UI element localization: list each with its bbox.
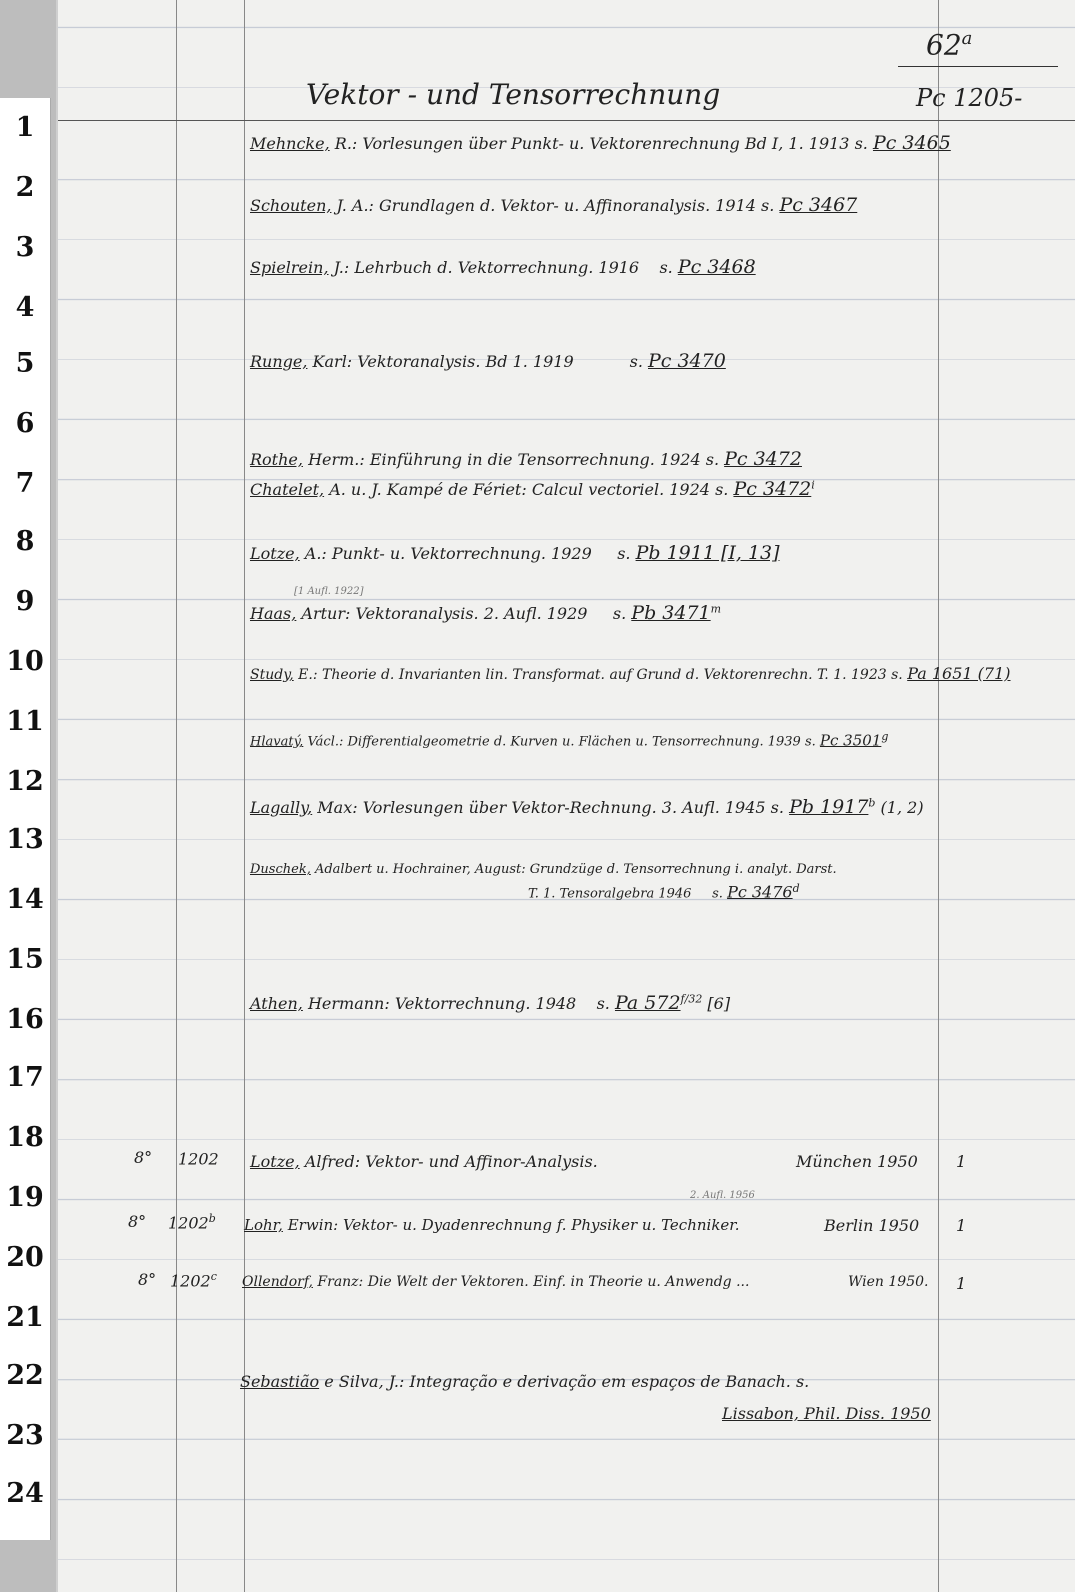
catalog-entry: Chatelet, A. u. J. Kampé de Fériet: Calcul vectoriel. 1924 s. Pc 3472$^i$ (250, 478, 815, 500)
register-entry: Lohr, Erwin: Vektor- u. Dyadenrechnung f. Physiker u. Techniker. (244, 1216, 740, 1234)
line-number: 22 (6, 1360, 44, 1391)
line-number: 24 (6, 1478, 44, 1509)
catalog-entry: Sebastião e Silva, J.: Integração e derivação em espaços de Banach. s. (240, 1372, 810, 1391)
register-entry: Lotze, Alfred: Vektor- und Affinor-Analysis. (250, 1152, 598, 1171)
line-number: 4 (15, 292, 35, 323)
ledger-page (58, 0, 1075, 1592)
line-number: 20 (6, 1242, 44, 1273)
catalog-entry: Schouten, J. A.: Grundlagen d. Vektor- u. Affinoranalysis. 1914 s. Pc 3467 (250, 194, 858, 216)
line-number: 13 (6, 824, 44, 855)
catalog-entry-continuation: T. 1. Tensoralgebra 1946 s. Pc 3476$^d$ (528, 882, 800, 902)
register-entry: Ollendorf, Franz: Die Welt der Vektoren. Einf. in Theorie u. Anwendg ... (242, 1274, 750, 1290)
copies-cell: 1 (956, 1152, 967, 1171)
catalog-entry-continuation: Lissabon, Phil. Diss. 1950 (722, 1404, 931, 1423)
format-cell: 8° (138, 1270, 157, 1289)
line-number: 5 (15, 348, 35, 379)
line-number: 19 (6, 1182, 44, 1213)
catalog-entry: Lotze, A.: Punkt- u. Vektorrechnung. 1929 s. Pb 1911 [I, 13] (250, 542, 780, 564)
shelf-range: Pc 1205- (916, 84, 1023, 112)
page-number-underline (898, 66, 1058, 67)
number-cell: 1202 (178, 1149, 219, 1169)
line-number: 1 (15, 112, 35, 143)
catalog-entry: Runge, Karl: Vektoranalysis. Bd 1. 1919 s. Pc 3470 (250, 350, 726, 372)
catalog-entry: Rothe, Herm.: Einführung in die Tensorrechnung. 1924 s. Pc 3472 (250, 448, 802, 470)
catalog-entry: Athen, Hermann: Vektorrechnung. 1948 s. Pa $572^{f/32}$ [6] (250, 992, 731, 1014)
column-rule (938, 0, 939, 1592)
place-year: München 1950 (796, 1152, 918, 1171)
catalog-entry: Lagally, Max: Vorlesungen über Vektor-Rechnung. 3. Aufl. 1945 s. Pb 1917$^b$ (1, 2) (250, 796, 924, 818)
line-number: 17 (6, 1062, 44, 1093)
column-rule (244, 0, 245, 1592)
line-number: 12 (6, 766, 44, 797)
page-title: Vektor - und Tensorrechnung (306, 78, 721, 111)
line-number: 15 (6, 944, 44, 975)
catalog-entry: Haas, Artur: Vektoranalysis. 2. Aufl. 1929 s. Pb 3471$^m$ (250, 602, 722, 624)
header-rule (58, 120, 1075, 121)
line-number: 6 (15, 408, 35, 439)
copies-cell: 1 (956, 1216, 967, 1235)
catalog-entry: Hlavatý, Václ.: Differentialgeometrie d. Kurven u. Flächen u. Tensorrechnung. 1939 s. Pc 3501$^g$ (250, 730, 889, 750)
copies-cell: 1 (956, 1274, 967, 1293)
catalog-entry: Duschek, Adalbert u. Hochrainer, August: Grundzüge d. Tensorrechnung i. analyt. Darst. (250, 862, 837, 877)
format-cell: 8° (128, 1212, 147, 1231)
line-number: 18 (6, 1122, 44, 1153)
catalog-entry: Mehncke, R.: Vorlesungen über Punkt- u. Vektorenrechnung Bd I, 1. 1913 s. Pc 3465 (250, 132, 951, 154)
line-number-gutter (0, 98, 51, 1540)
format-cell: 8° (134, 1148, 153, 1167)
line-number: 16 (6, 1004, 44, 1035)
line-number: 2 (15, 172, 35, 203)
catalog-entry: Study, E.: Theorie d. Invarianten lin. Transformat. auf Grund d. Vektorenrechn. T. 1. 1923 s. Pa 1651 (71) (250, 664, 1011, 683)
line-number: 10 (6, 646, 44, 677)
number-cell: 1202$^c$ (170, 1270, 217, 1291)
line-number: 11 (6, 706, 44, 737)
page-number: 62$^a$ (926, 28, 973, 62)
line-number: 21 (6, 1302, 44, 1333)
place-year: Berlin 1950 (824, 1216, 920, 1235)
line-number: 8 (15, 526, 35, 557)
line-number: 14 (6, 884, 44, 915)
line-number: 3 (15, 232, 35, 263)
catalog-entry: Spielrein, J.: Lehrbuch d. Vektorrechnung. 1916 s. Pc 3468 (250, 256, 756, 278)
number-cell: 1202$^b$ (168, 1212, 216, 1233)
edition-note: 2. Aufl. 1956 (690, 1190, 755, 1201)
edition-note: [1 Aufl. 1922] (294, 586, 364, 597)
place-year: Wien 1950. (848, 1274, 929, 1290)
column-rule (176, 0, 177, 1592)
line-number: 9 (15, 586, 35, 617)
line-number: 7 (15, 468, 35, 499)
line-number: 23 (6, 1420, 44, 1451)
